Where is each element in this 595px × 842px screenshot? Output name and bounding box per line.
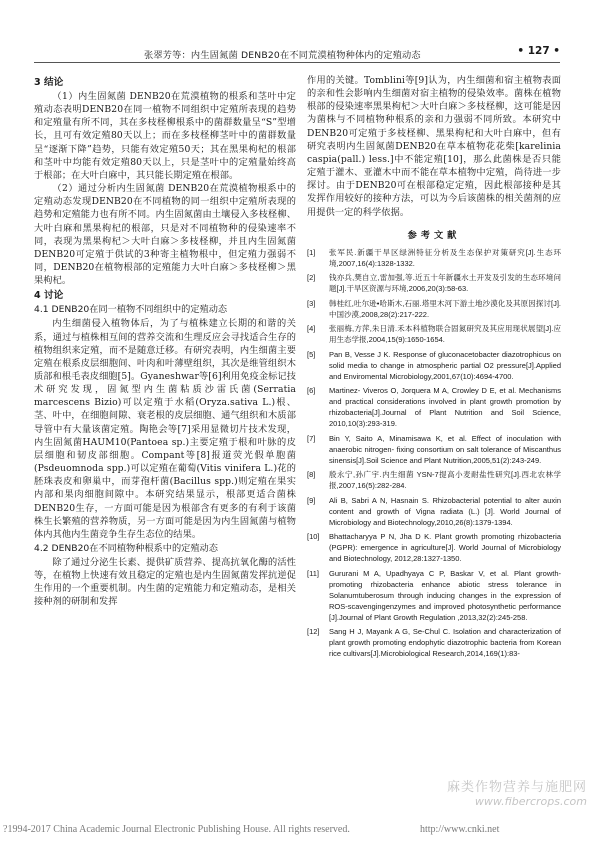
section-4-1-heading: 4.1 DENB20在同一植物不同组织中的定殖动态 (34, 304, 228, 316)
reference-text: 钱亦兵,樊自立,雷加强,等.近五十年新疆水土开发及引发的生态环境问题[J].干旱区资源与环境,2006,20(3):58-63. (329, 273, 561, 294)
reference-number: [12] (307, 627, 320, 637)
reference-text: 张军民.新疆干旱区绿洲特征分析及生态保护对策研究[J].生态环境,2007,16(4):1328-1332. (329, 247, 561, 268)
reference-item (307, 385, 561, 429)
website-link[interactable]: http://www.cnki.net (420, 824, 500, 835)
watermark (447, 776, 587, 808)
reference-item (307, 531, 561, 564)
discussion-continued-paragraph: 作用的关键。Tomblini等[9]认为，内生细菌和宿主植物表面的亲和性会影响内生细菌对宿主植物的侵染效率。菌株在植物根部的侵染速率黑果枸杞＞大叶白麻＞多枝柽柳，这可能是因为菌株与不同植物种根系的亲和力强弱不同所致。本研究中DENB20可定殖于多枝柽柳、黑果枸杞和大叶白麻中，但有研究表明内生固氮菌DENB20在草本植物花花柴[karelinia caspia(pall.) less.]中不能定殖[10]，那么此菌株是否只能定殖于灌木、亚灌木中而不能在草本植物中定殖，尚待进一步探讨。由于DENB20可在根部稳定定殖，因此根部接种是其发挥作用较好的接种方法，可以为今后该菌株的相关菌剂的应用提供一定的科学依据。 (307, 75, 561, 218)
references-heading: 参考文献 (407, 229, 461, 241)
running-title: 张翠芳等：内生固氮菌 DENB20在不同荒漠植物种体内的定殖动态 (144, 50, 421, 61)
section-4-heading: 4 讨论 (34, 290, 64, 302)
reference-number: [2] (307, 273, 316, 283)
reference-item (307, 626, 561, 659)
right-column (307, 74, 561, 772)
reference-item (307, 349, 561, 382)
reference-number: [1] (307, 247, 316, 257)
reference-item (307, 433, 561, 466)
running-header (34, 46, 560, 63)
reference-item (307, 568, 561, 623)
reference-text: Bin Y, Saito A, Minamisawa K, et al. Effect of inoculation with anaerobic nitrogen- fixing consortium on salt tolerance of Miscanthus sinensis[J].Soil Science and Plant Nutrition,2005,51(2):243-249. (329, 433, 561, 465)
reference-item (307, 469, 561, 491)
conclusion-paragraph-1: （1）内生固氮菌 DENB20在荒漠植物的根系和茎叶中定殖动态表明DENB20在同一植物不同组织中定殖所表现的趋势和定殖量有所不同，其在多枝柽柳根系中的菌群数量呈“S”型增长，且可有效定殖80天以上；而在多枝柽柳茎叶中的菌群数量呈“逐渐下降”趋势，只能有效定殖50天；其在黑果枸杞的根部和茎叶中均能有效定殖80天以上，只是茎叶中的定殖量始终高于根部；在大叶白麻中，其只能长期定殖在根部。 (34, 91, 296, 181)
copyright-notice: ?1994-2017 China Academic Journal Electronic Publishing House. All rights reserved. (3, 824, 350, 835)
reference-text: 张丽梅,方萍,朱日清.禾本科植物联合固氮研究及其应用现状展望[J].应用生态学报,2004,15(9):1650-1654. (329, 324, 561, 345)
reference-text: 殷永宁,孙广宇.内生细菌 YSN-7提高小麦耐盐性研究[J].西北农林学报,2007,16(5):282-284. (329, 470, 561, 491)
reference-item (307, 247, 561, 269)
reference-item (307, 298, 561, 320)
reference-text: Martinez- Viveros O, Jorquera M A, Crowley D E, et al. Mechanisms and practical considerations involved in plant growth promotion by rhizobacteria[J].Journal of Plant Nutrition and Soil Science, 2010,10(3):293-319. (329, 386, 561, 429)
reference-text: Ali B, Sabri A N, Hasnain S. Rhizobacterial potential to alter auxin content and growth of Vigna radiata (L.) [J]. World Journal of Microbiology and Biotechnology,2010,26(8):1379-1394. (329, 495, 561, 527)
reference-text: 韩桂红,吐尔逊•哈斯木,石丽.塔里木河下游土地沙漠化及其原因探讨[J].中国沙漠,2008,28(2):217-222. (329, 298, 561, 319)
reference-item (307, 323, 561, 345)
section-3-heading: 3 结论 (34, 77, 64, 88)
reference-text: Bhattacharyya P N, Jha D K. Plant growth promoting rhizobacteria (PGPR): emergence in agriculture[J]. World Journal of Microbiology and Biotechnology, 2012,28:1327-1350. (329, 532, 561, 564)
reference-item (307, 495, 561, 528)
left-column (34, 74, 296, 772)
reference-text: Pan B, Vesse J K. Response of gluconacetobacter diazotrophicus on solid media to change in atmospheric partial O2 pressure[J].Applied and Enviromental Microbiology,2001,67(10):4694-4700. (329, 349, 561, 381)
reference-number: [10] (307, 532, 320, 542)
watermark-url: www.fibercrops.com (474, 795, 587, 808)
discussion-4-1-paragraph: 内生细菌侵入植物体后，为了与植株建立长期的和谐的关系，通过与植株相互间的营养交流和生理反应会寻找适合生存的植物组织来定殖，而不是随意迁移。有研究表明，内生细菌主要定殖在根系皮层细胞间、叶肉和叶薄壁组织，其次是维管组织木质部和根毛表皮细胞[5]。Gyaneshwar等[6]利用免疫金标记技术研究发现，固氮型内生菌粘质沙雷氏菌(Serratia marcescens Bizio)可以定殖于水稻(Oryza.sativa L.)根、茎、叶中，在细胞间隙、衰老根的皮层细胞、通气组织和木质部导管中有大量该菌定殖。陶艳会等[7]采用显微切片技术发现，内生固氮菌HAUM10(Pantoea sp.)主要定殖于根和叶脉的皮层细胞和韧皮部细胞。Compant等[8]报道荧光假单胞菌(Psdeuomnoda spp.)可以定殖在葡萄(Vitis vinifera L.)花的胚珠表皮和卵巢中，而芽孢杆菌(Bacillus spp.)则定殖在果实内部和果肉细胞间隙中。本研究结果显示，根部更适合菌株DENB20生存，一方面可能是因为根部含有更多的有利于该菌株生长繁殖的营养物质，另一方面可能是因为内生固氮菌与植物体内其他内生菌竞争生存生态位的结果。 (34, 318, 296, 540)
reference-number: [8] (307, 470, 316, 480)
reference-number: [3] (307, 298, 316, 308)
reference-text: Sang H J, Mayank A G, Se-Chul C. Isolation and characterization of plant growth promoting endophytic diazotrophic bacteria from Korean rice cultivars[J].Microbiological Research,2014,169(1):83- (329, 627, 561, 659)
discussion-4-2-paragraph: 除了通过分泌生长素、提供矿质营养、提高抗氧化酶的活性等，在植物上快速有效且稳定的定殖也是内生固氮菌发挥抗逆促生作用的一个重要机制。内生菌的定殖能力和定殖动态，是相关接种剂的研制和发挥 (34, 557, 296, 608)
page-number: • 127 • (517, 45, 560, 57)
reference-item (307, 272, 561, 294)
section-4-2-heading: 4.2 DENB20在不同植物种根系中的定殖动态 (34, 543, 218, 554)
reference-number: [5] (307, 349, 316, 359)
reference-number: [6] (307, 386, 316, 396)
reference-list (307, 247, 561, 660)
watermark-text: 麻类作物营养与施肥网 (446, 780, 587, 795)
reference-text: Gururani M A, Upadhyaya C P, Baskar V, et al. Plant growth-promoting rhizobacteria enhance abiotic stress tolerance in Solanumtuberosum through inducing changes in the expression of ROS-scavengingenzymes and improved photosynthetic performance [J].Journal of Plant Growth Regulation ,2013,32(2):245-258. (329, 568, 561, 622)
reference-number: [9] (307, 495, 316, 505)
conclusion-paragraph-2: （2）通过分析内生固氮菌 DENB20在荒漠植物根系中的定殖动态发现DENB20在不同植物的同一组织中定殖所表现的趋势和定殖能力也有所不同。内生固氮菌由土壤侵入多枝柽柳、大叶白麻和黑果枸杞的根部，只是对不同植物种的侵染速率不同，表现为黑果枸杞＞大叶白麻＞多枝柽柳，并且内生固氮菌 DENB20可定殖于供试的3种寄主植物根中，但定殖力强弱不同，DENB20在植物根部的定殖能力大叶白麻＞多枝柽柳＞黑果枸杞。 (34, 183, 296, 287)
reference-number: [7] (307, 433, 316, 443)
reference-number: [4] (307, 324, 316, 334)
reference-number: [11] (307, 568, 319, 578)
